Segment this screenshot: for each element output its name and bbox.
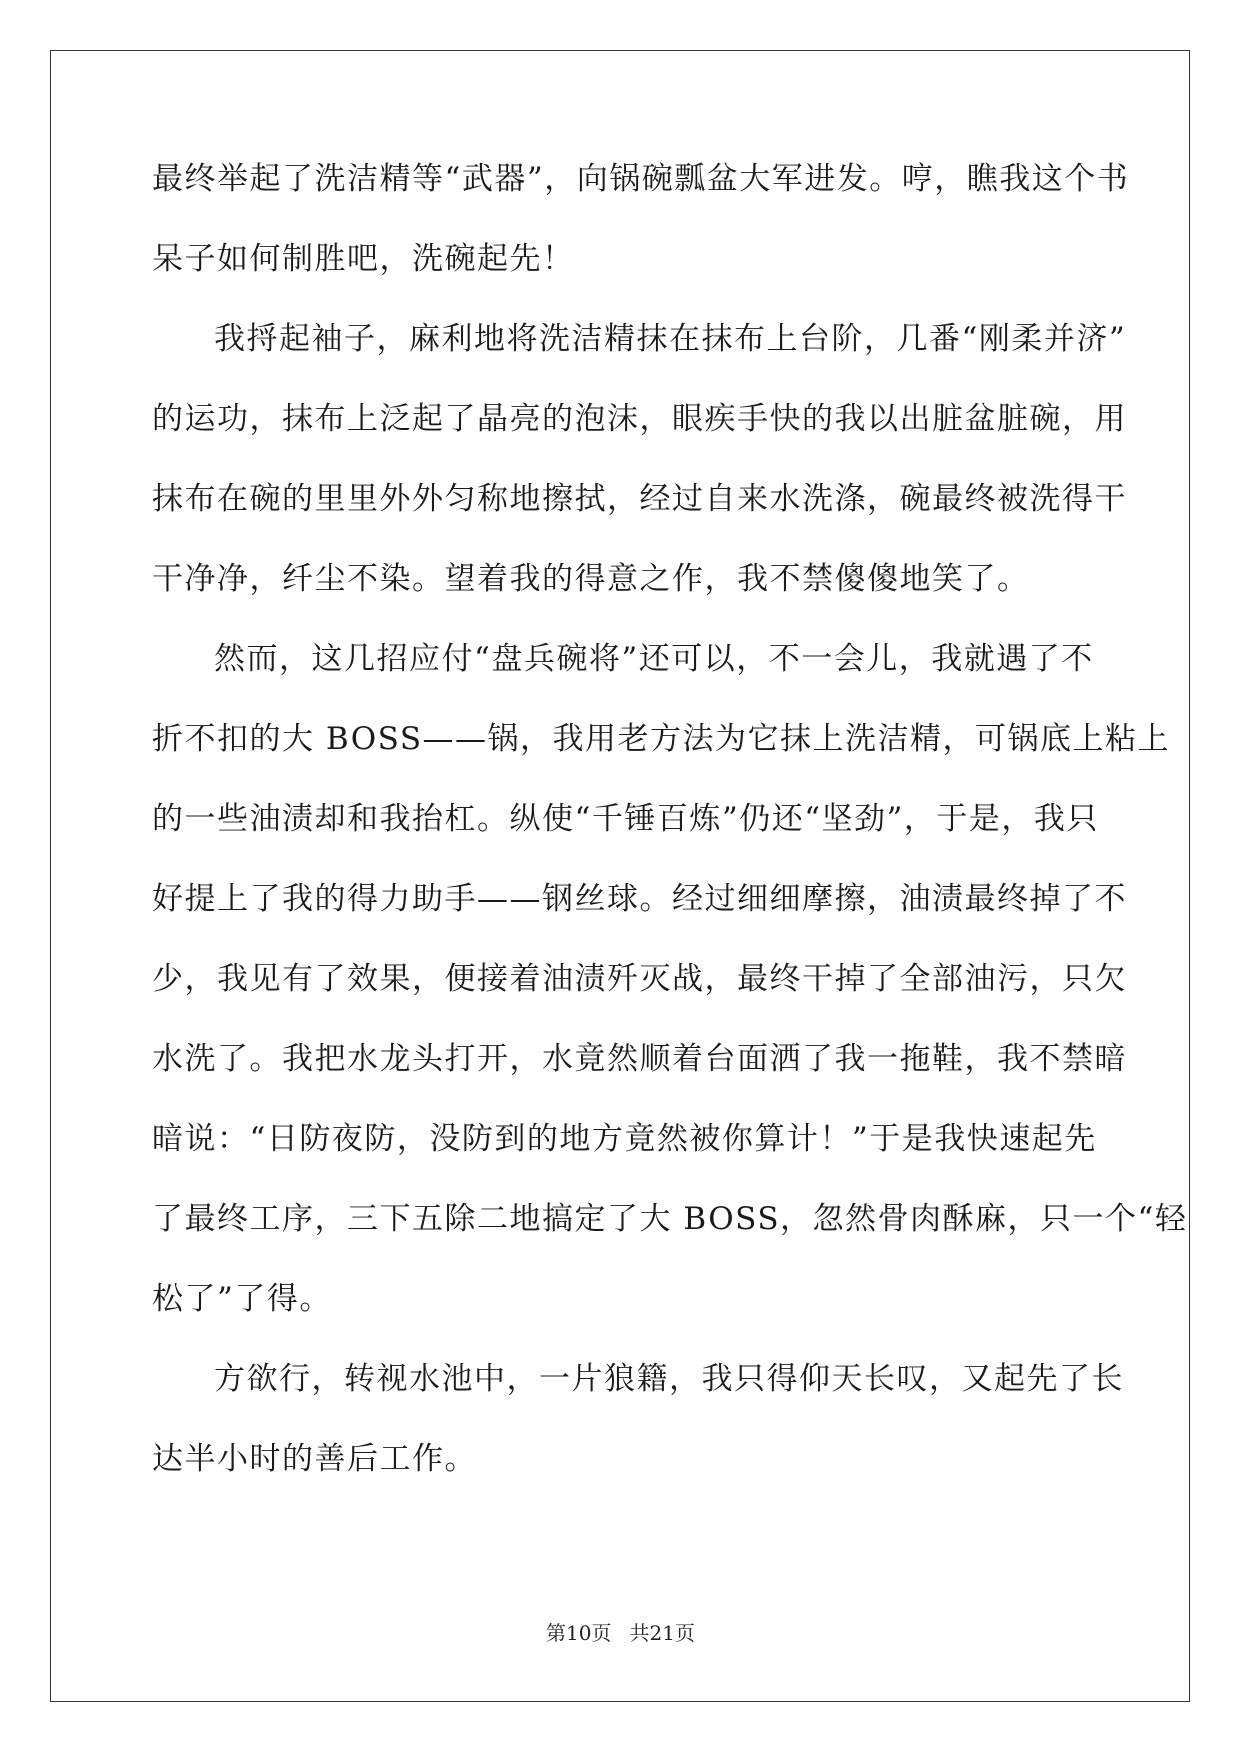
page-footer [0,1617,1241,1646]
document-body [152,160,1188,1478]
text-line: 呆子如何制胜吧，洗碗起先！ [152,241,575,277]
text-line: 干净净，纤尘不染。望着我的得意之作，我不禁傻傻地笑了。 [152,561,1030,597]
page-number-current: 第10页 [546,1621,612,1645]
text-line: 好提上了我的得力助手——钢丝球。经过细细摩擦，油渍最终掉了不 [152,881,1127,917]
paragraph-first-line: 方欲行，转视水池中，一片狼籍，我只得仰天长叹，又起先了长 [214,1361,1124,1397]
text-line: 暗说：“日防夜防，没防到的地方竟然被你算计！”于是我快速起先 [152,1121,1097,1157]
text-line: 达半小时的善后工作。 [152,1441,477,1477]
paragraph-first-line: 然而，这几招应付“盘兵碗将”还可以，不一会儿，我就遇了不 [214,641,1094,677]
text-line: 抹布在碗的里里外外匀称地擦拭，经过自来水洗涤，碗最终被洗得干 [152,481,1127,517]
text-line: 水洗了。我把水龙头打开，水竟然顺着台面洒了我一拖鞋，我不禁暗 [152,1041,1127,1077]
text-line: 了最终工序，三下五除二地搞定了大 BOSS，忽然骨肉酥麻，只一个“轻 [152,1201,1188,1237]
text-line: 的运功，抹布上泛起了晶亮的泡沫，眼疾手快的我以出脏盆脏碗，用 [152,401,1127,437]
paragraph-first-line: 我捋起袖子，麻利地将洗洁精抹在抹布上台阶，几番“刚柔并济” [214,321,1127,357]
text-line: 少，我见有了效果，便接着油渍歼灭战，最终干掉了全部油污，只欠 [152,961,1127,997]
text-line: 的一些油渍却和我抬杠。纵使“千锤百炼”仍还“坚劲”，于是，我只 [152,801,1099,837]
text-line: 松了”了得。 [152,1281,332,1317]
text-line: 最终举起了洗洁精等“武器”，向锅碗瓢盆大军进发。哼，瞧我这个书 [152,161,1130,197]
page-number-total: 共21页 [629,1621,695,1645]
text-line: 折不扣的大 BOSS——锅，我用老方法为它抹上洗洁精，可锅底上粘上 [152,721,1171,757]
